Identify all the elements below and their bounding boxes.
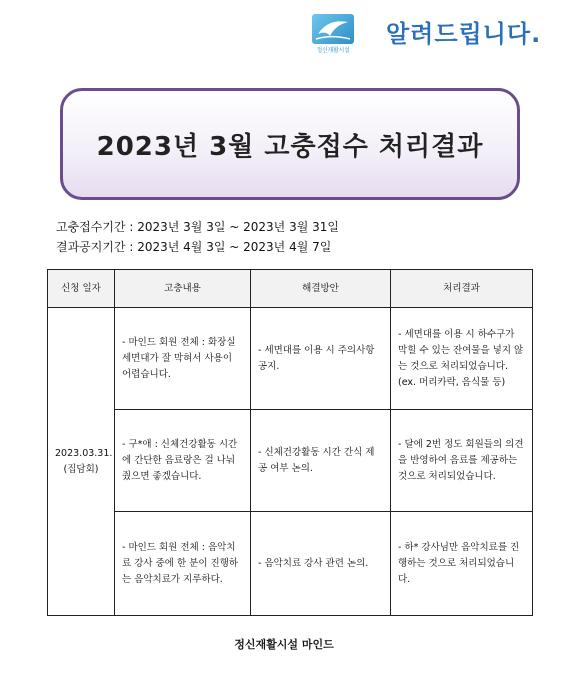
date-note: (집담회) [63,463,99,475]
solution-text: - 세면대를 이용 시 주의사항 공지. [251,308,391,410]
bird-icon [312,14,354,44]
solution-text: - 음악치료 강사 관련 논의. [251,512,391,616]
receipt-period: 고충접수기간 : 2023년 3월 3일 ~ 2023년 3월 31일 [56,220,339,234]
table-header-row [48,270,533,308]
footer-org: 정신재활시설 마인드 [234,638,334,651]
page-title: 2023년 3월 고충접수 처리결과 [96,131,484,162]
result-text: - 달에 2번 정도 회원들의 의견을 반영하여 음료를 제공하는 것으로 처리되었습니다. [391,410,533,512]
header-date: 신청 일자 [48,270,115,308]
complaint-content: - 구*애 : 신체건강활동 시간에 간단한 음료랑은 걸 나눠줬으면 좋겠습니다. [115,410,251,512]
logo-text: 정신재활시설 [316,47,350,54]
table-row [48,410,533,512]
header-result: 처리결과 [391,270,533,308]
logo [312,14,354,54]
result-text: - 하* 강사님만 음악치료를 진행하는 것으로 처리되었습니다. [391,512,533,616]
solution-text: - 신체건강활동 시간 간식 제공 여부 논의. [251,410,391,512]
complaint-content: - 마인드 회원 전체 : 음악치료 강사 중에 한 분이 진행하는 음악치료가 지루하다. [115,512,251,616]
request-date [48,308,115,616]
date-text: 2023.03.31. [55,447,113,459]
table-row [48,512,533,616]
header-solution: 해결방안 [251,270,391,308]
complaint-content: - 마인드 회원 전체 : 화장실 세면대가 잘 막혀서 사용이 어렵습니다. [115,308,251,410]
complaint-table [47,269,533,616]
title-box [60,88,520,200]
result-period: 결과공지기간 : 2023년 4월 3일 ~ 2023년 4월 7일 [56,240,332,254]
table-row [48,308,533,410]
notice-label: 알려드립니다. [386,20,542,48]
header-content: 고충내용 [115,270,251,308]
result-text: - 세면대를 이용 시 하수구가 막힐 수 있는 잔여물을 넣지 않는 것으로 처리되었습니다.(ex. 머리카락, 음식물 등) [391,308,533,410]
